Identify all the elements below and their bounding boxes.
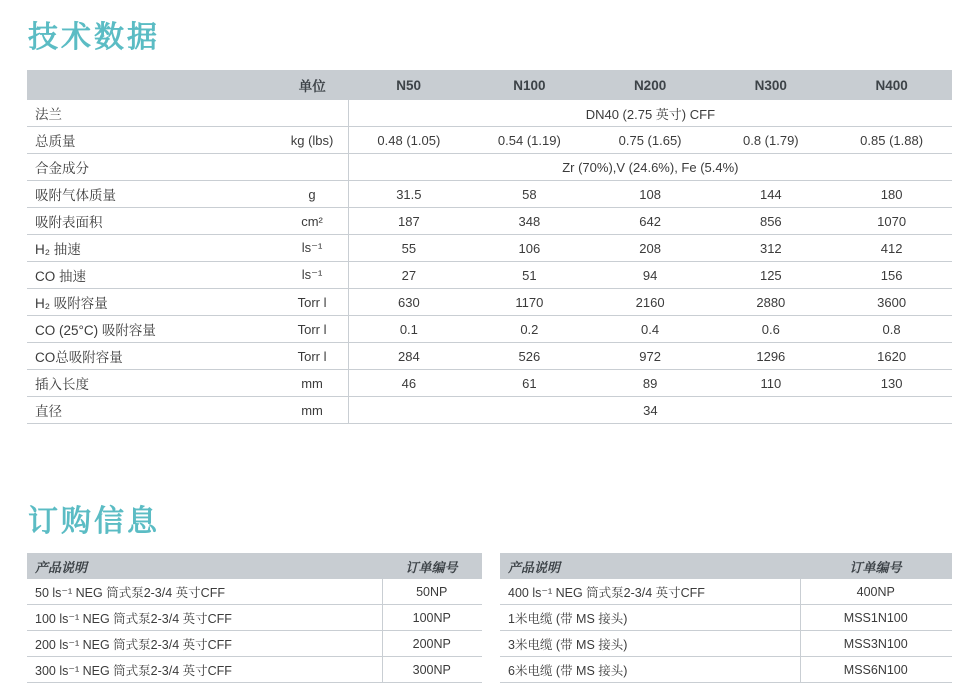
product-description: 100 ls⁻¹ NEG 筒式泵2-3/4 英寸CFF xyxy=(27,605,382,631)
table-row xyxy=(500,579,952,605)
row-value: 58 xyxy=(469,181,590,208)
row-value: 312 xyxy=(710,235,831,262)
table-header-row xyxy=(27,70,952,100)
row-value: 0.8 xyxy=(831,316,952,343)
row-value: 31.5 xyxy=(348,181,469,208)
row-label: 直径 xyxy=(27,397,276,424)
row-unit: mm xyxy=(276,370,348,397)
row-value: 89 xyxy=(590,370,711,397)
ordering-right-head xyxy=(500,553,952,579)
column-header-order-code: 订单编号 xyxy=(382,553,482,579)
row-value: 412 xyxy=(831,235,952,262)
row-unit: g xyxy=(276,181,348,208)
row-value: 27 xyxy=(348,262,469,289)
row-value: 0.6 xyxy=(710,316,831,343)
ordering-table-right xyxy=(500,553,952,683)
row-value: 144 xyxy=(710,181,831,208)
row-unit: Torr l xyxy=(276,343,348,370)
row-label: CO 抽速 xyxy=(27,262,276,289)
row-value: 642 xyxy=(590,208,711,235)
table-header-row xyxy=(500,553,952,579)
row-label: CO (25°C) 吸附容量 xyxy=(27,316,276,343)
technical-data-title: 技术数据 xyxy=(28,20,160,55)
row-label: 吸附表面积 xyxy=(27,208,276,235)
row-value: 125 xyxy=(710,262,831,289)
row-value: 856 xyxy=(710,208,831,235)
order-code: 100NP xyxy=(382,605,482,631)
column-header-order-code: 订单编号 xyxy=(800,553,952,579)
table-row xyxy=(27,370,952,397)
order-code: 300NP xyxy=(382,657,482,683)
product-description: 6米电缆 (带 MS 接头) xyxy=(500,657,800,683)
row-unit xyxy=(276,100,348,127)
order-code: MSS3N100 xyxy=(800,631,952,657)
row-value: 972 xyxy=(590,343,711,370)
row-value: 0.8 (1.79) xyxy=(710,127,831,154)
table-row xyxy=(27,181,952,208)
row-value: 94 xyxy=(590,262,711,289)
row-value: 187 xyxy=(348,208,469,235)
row-unit xyxy=(276,154,348,181)
row-unit: Torr l xyxy=(276,316,348,343)
table-row xyxy=(27,579,482,605)
product-description: 50 ls⁻¹ NEG 筒式泵2-3/4 英寸CFF xyxy=(27,579,382,605)
row-value: 61 xyxy=(469,370,590,397)
table-row xyxy=(27,657,482,683)
table-header-row xyxy=(27,553,482,579)
order-code: 200NP xyxy=(382,631,482,657)
technical-data-table xyxy=(27,70,952,424)
row-value: 0.1 xyxy=(348,316,469,343)
table-row xyxy=(27,316,952,343)
row-label: 合金成分 xyxy=(27,154,276,181)
row-value: 110 xyxy=(710,370,831,397)
row-label: 吸附气体质量 xyxy=(27,181,276,208)
column-header-n100: N100 xyxy=(469,70,590,100)
table-row xyxy=(27,289,952,316)
column-header-n50: N50 xyxy=(348,70,469,100)
row-span-value: Zr (70%),V (24.6%), Fe (5.4%) xyxy=(348,154,952,181)
row-unit: ls⁻¹ xyxy=(276,235,348,262)
row-value: 0.85 (1.88) xyxy=(831,127,952,154)
row-value: 348 xyxy=(469,208,590,235)
order-code: MSS6N100 xyxy=(800,657,952,683)
table-row xyxy=(500,657,952,683)
order-code: 400NP xyxy=(800,579,952,605)
row-value: 180 xyxy=(831,181,952,208)
row-span-value: DN40 (2.75 英寸) CFF xyxy=(348,100,952,127)
row-value: 284 xyxy=(348,343,469,370)
table-row xyxy=(500,605,952,631)
row-label: 法兰 xyxy=(27,100,276,127)
column-header-n400: N400 xyxy=(831,70,952,100)
product-description: 1米电缆 (带 MS 接头) xyxy=(500,605,800,631)
row-unit: ls⁻¹ xyxy=(276,262,348,289)
order-code: MSS1N100 xyxy=(800,605,952,631)
table-row xyxy=(27,100,952,127)
row-unit: cm² xyxy=(276,208,348,235)
table-row xyxy=(27,208,952,235)
ordering-table-left xyxy=(27,553,482,683)
table-row xyxy=(27,397,952,424)
row-value: 106 xyxy=(469,235,590,262)
order-code: 50NP xyxy=(382,579,482,605)
product-description: 3米电缆 (带 MS 接头) xyxy=(500,631,800,657)
table-row xyxy=(27,605,482,631)
table-row xyxy=(500,631,952,657)
row-value: 208 xyxy=(590,235,711,262)
row-value: 2160 xyxy=(590,289,711,316)
column-header-n300: N300 xyxy=(710,70,831,100)
row-value: 1070 xyxy=(831,208,952,235)
row-value: 1170 xyxy=(469,289,590,316)
row-label: H₂ 抽速 xyxy=(27,235,276,262)
row-value: 2880 xyxy=(710,289,831,316)
row-value: 0.2 xyxy=(469,316,590,343)
technical-data-body xyxy=(27,100,952,424)
row-unit: mm xyxy=(276,397,348,424)
row-value: 630 xyxy=(348,289,469,316)
row-value: 51 xyxy=(469,262,590,289)
column-header-description: 产品说明 xyxy=(500,553,800,579)
technical-data-head xyxy=(27,70,952,100)
table-row xyxy=(27,631,482,657)
row-value: 3600 xyxy=(831,289,952,316)
row-label: 插入长度 xyxy=(27,370,276,397)
table-row xyxy=(27,343,952,370)
row-value: 0.48 (1.05) xyxy=(348,127,469,154)
row-label: 总质量 xyxy=(27,127,276,154)
ordering-info-title: 订购信息 xyxy=(28,504,160,539)
ordering-left-body xyxy=(27,579,482,683)
column-header-description: 产品说明 xyxy=(27,553,382,579)
column-header-unit: 单位 xyxy=(276,70,348,100)
row-span-value: 34 xyxy=(348,397,952,424)
row-value: 46 xyxy=(348,370,469,397)
row-label: CO总吸附容量 xyxy=(27,343,276,370)
row-value: 55 xyxy=(348,235,469,262)
row-value: 1296 xyxy=(710,343,831,370)
table-row xyxy=(27,127,952,154)
row-value: 108 xyxy=(590,181,711,208)
row-value: 156 xyxy=(831,262,952,289)
column-header-blank xyxy=(27,70,276,100)
row-label: H₂ 吸附容量 xyxy=(27,289,276,316)
table-row xyxy=(27,154,952,181)
product-description: 400 ls⁻¹ NEG 筒式泵2-3/4 英寸CFF xyxy=(500,579,800,605)
row-value: 0.4 xyxy=(590,316,711,343)
row-value: 526 xyxy=(469,343,590,370)
product-description: 300 ls⁻¹ NEG 筒式泵2-3/4 英寸CFF xyxy=(27,657,382,683)
column-header-n200: N200 xyxy=(590,70,711,100)
table-row xyxy=(27,262,952,289)
row-value: 0.75 (1.65) xyxy=(590,127,711,154)
table-row xyxy=(27,235,952,262)
row-value: 130 xyxy=(831,370,952,397)
ordering-left-head xyxy=(27,553,482,579)
row-value: 1620 xyxy=(831,343,952,370)
row-unit: Torr l xyxy=(276,289,348,316)
row-unit: kg (lbs) xyxy=(276,127,348,154)
ordering-right-body xyxy=(500,579,952,683)
row-value: 0.54 (1.19) xyxy=(469,127,590,154)
product-description: 200 ls⁻¹ NEG 筒式泵2-3/4 英寸CFF xyxy=(27,631,382,657)
